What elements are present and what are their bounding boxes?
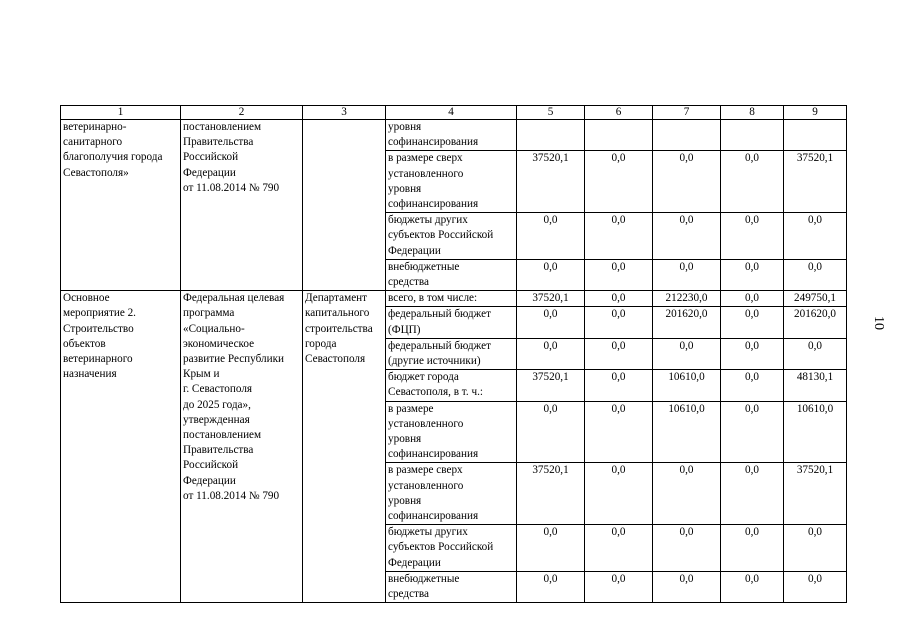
value-cell: 0,0 [653,525,721,572]
value-cell: 37520,1 [517,151,585,213]
value-cell: 0,0 [784,338,847,369]
value-cell: 0,0 [653,338,721,369]
value-cell: 48130,1 [784,370,847,401]
value-cell: 0,0 [585,525,653,572]
value-cell: 0,0 [721,307,784,338]
activity-name-cell: ветеринарно- санитарного благополучия города Севастополя» [61,120,181,291]
value-cell [653,120,721,151]
funding-source-cell: всего, в том числе: [386,291,517,307]
value-cell [784,120,847,151]
table-row [61,120,847,151]
value-cell: 0,0 [721,259,784,290]
value-cell: 0,0 [585,571,653,602]
funding-source-cell: в размере сверх установленного уровня софинансирования [386,151,517,213]
value-cell: 0,0 [784,259,847,290]
value-cell [517,120,585,151]
value-cell: 212230,0 [653,291,721,307]
value-cell: 0,0 [585,463,653,525]
activity-name-cell: Основное мероприятие 2. Строительство объектов ветеринарного назначения [61,291,181,603]
program-basis-cell: Федеральная целевая программа «Социально- экономическое развитие Республики Крым и г. Севастополя до 2025 года», утвержденная постановлением Правительства Российской Федерации от 11.08.2014 № 790 [181,291,303,603]
value-cell: 0,0 [784,525,847,572]
value-cell: 0,0 [585,291,653,307]
value-cell: 0,0 [585,370,653,401]
value-cell: 37520,1 [517,291,585,307]
column-header: 6 [585,106,653,120]
column-header: 2 [181,106,303,120]
value-cell: 0,0 [721,525,784,572]
value-cell: 10610,0 [653,401,721,463]
column-header: 4 [386,106,517,120]
value-cell: 0,0 [721,338,784,369]
funding-source-cell: внебюджетные средства [386,259,517,290]
page-number: 10 [871,316,886,330]
funding-source-cell: бюджет города Севастополя, в т. ч.: [386,370,517,401]
value-cell: 201620,0 [784,307,847,338]
column-header: 1 [61,106,181,120]
value-cell [721,120,784,151]
value-cell: 37520,1 [784,463,847,525]
value-cell: 0,0 [517,213,585,260]
value-cell: 0,0 [784,571,847,602]
executor-cell: Департамент капитального строительства города Севастополя [303,291,386,603]
value-cell: 0,0 [721,370,784,401]
funding-source-cell: бюджеты других субъектов Российской Федерации [386,525,517,572]
table-row [61,291,847,307]
funding-source-cell: федеральный бюджет (ФЦП) [386,307,517,338]
value-cell: 0,0 [585,401,653,463]
value-cell: 37520,1 [784,151,847,213]
column-header-row [61,106,847,120]
value-cell: 0,0 [784,213,847,260]
value-cell: 0,0 [585,259,653,290]
value-cell: 0,0 [517,259,585,290]
funding-source-cell: бюджеты других субъектов Российской Федерации [386,213,517,260]
value-cell: 37520,1 [517,370,585,401]
value-cell: 0,0 [653,463,721,525]
value-cell: 0,0 [585,213,653,260]
value-cell: 0,0 [517,401,585,463]
value-cell: 0,0 [653,213,721,260]
value-cell: 10610,0 [784,401,847,463]
program-basis-cell: постановлением Правительства Российской Федерации от 11.08.2014 № 790 [181,120,303,291]
value-cell [585,120,653,151]
funding-source-cell: федеральный бюджет (другие источники) [386,338,517,369]
value-cell: 0,0 [653,151,721,213]
value-cell: 10610,0 [653,370,721,401]
value-cell: 249750,1 [784,291,847,307]
value-cell: 0,0 [653,571,721,602]
value-cell: 0,0 [721,463,784,525]
value-cell: 0,0 [585,151,653,213]
value-cell: 201620,0 [653,307,721,338]
column-header: 5 [517,106,585,120]
funding-table [60,105,847,603]
funding-source-cell: в размере установленного уровня софинансирования [386,401,517,463]
value-cell: 0,0 [721,571,784,602]
value-cell: 0,0 [653,259,721,290]
column-header: 8 [721,106,784,120]
value-cell: 0,0 [517,338,585,369]
column-header: 7 [653,106,721,120]
value-cell: 0,0 [721,151,784,213]
funding-source-cell: в размере сверх установленного уровня софинансирования [386,463,517,525]
value-cell: 0,0 [585,307,653,338]
executor-cell [303,120,386,291]
value-cell: 0,0 [721,401,784,463]
value-cell: 0,0 [517,525,585,572]
value-cell: 0,0 [517,571,585,602]
value-cell: 37520,1 [517,463,585,525]
column-header: 3 [303,106,386,120]
funding-source-cell: уровня софинансирования [386,120,517,151]
value-cell: 0,0 [517,307,585,338]
value-cell: 0,0 [585,338,653,369]
funding-source-cell: внебюджетные средства [386,571,517,602]
value-cell: 0,0 [721,291,784,307]
value-cell: 0,0 [721,213,784,260]
column-header: 9 [784,106,847,120]
